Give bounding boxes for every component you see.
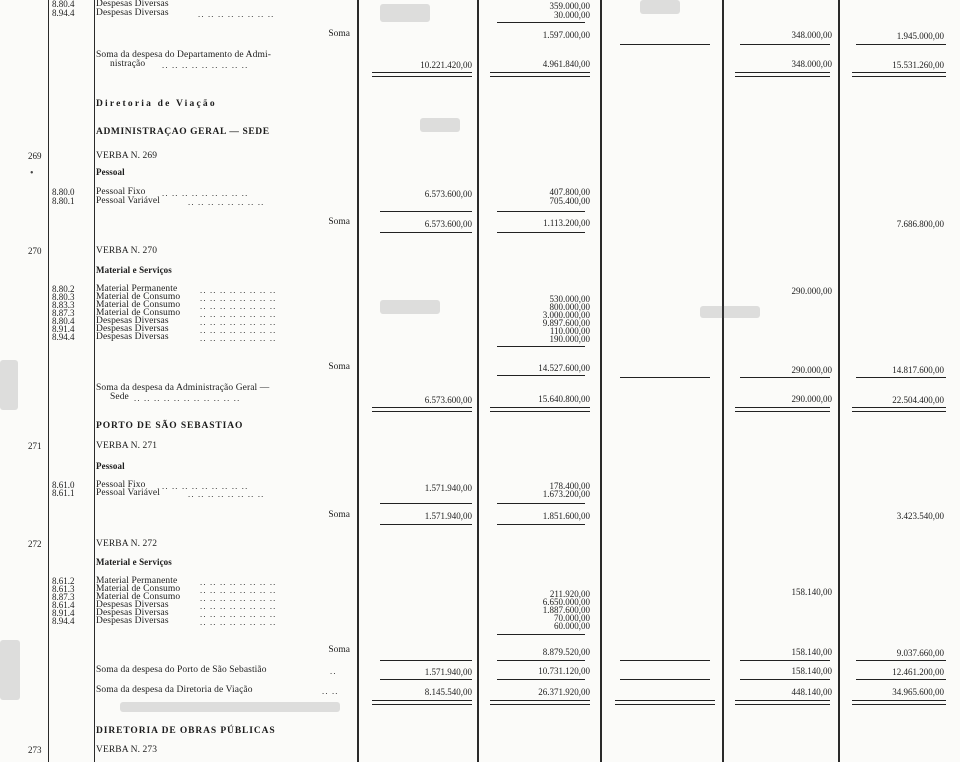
soma-label: Soma <box>328 645 350 655</box>
value-c2: 211.920,00 <box>549 589 590 599</box>
group-title: Material e Serviços <box>96 557 172 567</box>
double-rule <box>615 700 715 705</box>
item-code: 8.61.1 <box>52 488 75 498</box>
scan-smudge <box>120 702 340 712</box>
item-code: 8.83.3 <box>52 300 75 310</box>
column-rule <box>600 0 602 762</box>
value-c4: 348.000,00 <box>791 30 832 40</box>
value-c4: 158.140,00 <box>791 666 832 676</box>
double-rule <box>735 700 830 705</box>
subtotal-label: Soma da despesa do Porto de São Sebastião <box>96 665 267 675</box>
section-subtitle: ADMINISTRAÇAO GERAL — SEDE <box>96 127 270 137</box>
value-c4: 158.140,00 <box>791 647 832 657</box>
leader-dots: .. .. .. .. .. .. .. .. <box>200 593 277 603</box>
value-c5: 3.423.540,00 <box>896 511 944 521</box>
rule <box>620 377 710 378</box>
rule <box>497 232 585 233</box>
verba-number: 272 <box>28 539 42 549</box>
item-label: Pessoal Variável <box>96 196 160 206</box>
double-rule <box>372 72 472 77</box>
rule <box>856 660 946 661</box>
value-c1: 8.145.540,00 <box>424 687 472 697</box>
soma-label: Soma <box>328 362 350 372</box>
rule <box>620 660 710 661</box>
scan-mark: • <box>30 168 34 179</box>
item-code: 8.91.4 <box>52 324 75 334</box>
subtotal-label: nistração <box>110 59 146 69</box>
value-c4: 158.140,00 <box>791 587 832 597</box>
rule <box>740 44 830 45</box>
value-c5: 1.945.000,00 <box>896 31 944 41</box>
verba-title: VERBA N. 273 <box>96 745 158 755</box>
value-c2: 14.527.600,00 <box>538 363 590 373</box>
item-label: Despesas Diversas <box>96 600 169 610</box>
double-rule <box>735 407 830 412</box>
rule <box>497 22 585 23</box>
rule <box>740 660 830 661</box>
value-c2: 6.650.000,00 <box>542 597 590 607</box>
verba-number: 269 <box>28 151 42 161</box>
column-rule <box>838 0 840 762</box>
value-c2: 1.887.600,00 <box>542 605 590 615</box>
item-label: Material de Consumo <box>96 592 181 602</box>
column-rule <box>94 0 95 762</box>
item-code: 8.80.4 <box>52 0 75 9</box>
value-c2: 705.400,00 <box>549 196 590 206</box>
leader-dots: .. .. .. .. .. .. .. .. .. <box>162 481 249 491</box>
item-label: Material Permanente <box>96 576 178 586</box>
double-rule <box>490 407 590 412</box>
value-c2: 359.000,00 <box>549 1 590 11</box>
item-code: 8.94.4 <box>52 616 75 626</box>
value-c2: 530.000,00 <box>549 294 590 304</box>
double-rule <box>735 72 830 77</box>
rule <box>740 377 830 378</box>
column-rule <box>48 0 49 762</box>
item-code: 8.80.1 <box>52 196 75 206</box>
double-rule <box>372 407 472 412</box>
item-label: Despesas Diversas <box>96 8 169 18</box>
item-label: Pessoal Variável <box>96 488 160 498</box>
item-code: 8.61.2 <box>52 576 75 586</box>
double-rule <box>490 72 590 77</box>
leader-dots: .. .. .. .. .. .. .. .. <box>200 609 277 619</box>
verba-number: 270 <box>28 246 42 256</box>
rule <box>620 44 710 45</box>
soma-label: Soma <box>328 29 350 39</box>
item-code: 8.80.0 <box>52 187 75 197</box>
verba-number: 271 <box>28 441 42 451</box>
rule <box>740 679 830 680</box>
value-c1: 1.571.940,00 <box>424 511 472 521</box>
item-label: Material de Consumo <box>96 308 181 318</box>
value-c2: 178.400,00 <box>549 481 590 491</box>
item-label: Material de Consumo <box>96 292 181 302</box>
item-label: Despesas Diversas <box>96 616 169 626</box>
rule <box>497 346 585 347</box>
item-code: 8.80.4 <box>52 316 75 326</box>
verba-title: VERBA N. 269 <box>96 151 158 161</box>
value-c1: 10.221.420,00 <box>420 60 472 70</box>
group-title: Pessoal <box>96 461 125 471</box>
item-code: 8.94.4 <box>52 332 75 342</box>
verba-number: 273 <box>28 745 42 755</box>
value-c2: 190.000,00 <box>549 334 590 344</box>
item-label: Material de Consumo <box>96 300 181 310</box>
item-label: Despesas Diversas <box>96 316 169 326</box>
leader-dots: .. .. .. .. .. .. .. .. <box>200 617 277 627</box>
item-code: 8.80.3 <box>52 292 75 302</box>
double-rule <box>852 407 946 412</box>
value-c4: 290.000,00 <box>791 286 832 296</box>
value-c2: 1.113.200,00 <box>543 218 590 228</box>
subtotal-label: Sede <box>110 392 129 402</box>
value-c2: 1.851.600,00 <box>542 511 590 521</box>
value-c2: 70.000,00 <box>554 613 590 623</box>
leader-dots: .. .. .. .. .. .. .. .. <box>200 301 277 311</box>
section-title: Diretoria de Viação <box>96 99 217 109</box>
value-c2: 26.371.920,00 <box>538 687 590 697</box>
item-code: 8.61.0 <box>52 480 75 490</box>
rule <box>620 679 710 680</box>
item-label: Material Permanente <box>96 284 178 294</box>
value-c4: 290.000,00 <box>791 365 832 375</box>
value-c4: 448.140,00 <box>791 687 832 697</box>
soma-label: Soma <box>328 510 350 520</box>
leader-dots: .. .. <box>322 686 339 696</box>
rule <box>497 524 585 525</box>
item-label: Despesas Diversas <box>96 608 169 618</box>
column-rule <box>722 0 724 762</box>
leader-dots: .. .. .. .. .. .. .. .. <box>200 585 277 595</box>
section-subtitle: PORTO DE SÃO SEBASTIAO <box>96 421 244 431</box>
scan-smudge <box>0 360 18 410</box>
item-code: 8.80.2 <box>52 284 75 294</box>
leader-dots: .. .. .. .. .. .. .. .. <box>200 285 277 295</box>
value-c5: 12.461.200,00 <box>892 667 944 677</box>
rule <box>497 211 585 212</box>
value-c5: 34.965.600,00 <box>892 687 944 697</box>
leader-dots: .. .. .. .. .. .. .. .. <box>200 317 277 327</box>
value-c5: 22.504.400,00 <box>892 395 944 405</box>
item-label: Pessoal Fixo <box>96 187 146 197</box>
item-code: 8.61.3 <box>52 584 75 594</box>
value-c2: 407.800,00 <box>549 187 590 197</box>
value-c2: 110.000,00 <box>549 326 590 336</box>
value-c2: 8.879.520,00 <box>542 647 590 657</box>
rule <box>380 232 472 233</box>
value-c2: 3.000.000,00 <box>542 310 590 320</box>
scan-smudge <box>700 306 760 318</box>
subtotal-label: Soma da despesa da Diretoria de Viação <box>96 685 253 695</box>
verba-title: VERBA N. 272 <box>96 539 158 549</box>
group-title: Pessoal <box>96 167 125 177</box>
scan-smudge <box>420 118 460 132</box>
value-c2: 1.597.000,00 <box>542 30 590 40</box>
leader-dots: .. .. .. .. .. .. .. .. .. <box>162 188 249 198</box>
scan-smudge <box>380 300 440 314</box>
subtotal-label: Soma da despesa da Administração Geral — <box>96 383 270 393</box>
leader-dots: .. .. .. .. .. .. .. .. <box>200 325 277 335</box>
item-label: Despesas Diversas <box>96 0 169 9</box>
value-c2: 15.640.800,00 <box>538 394 590 404</box>
soma-label: Soma <box>328 217 350 227</box>
rule <box>497 634 585 635</box>
rule <box>380 679 472 680</box>
item-code: 8.87.3 <box>52 308 75 318</box>
rule <box>380 660 472 661</box>
value-c1: 6.573.600,00 <box>424 219 472 229</box>
double-rule <box>852 72 946 77</box>
item-code: 8.61.4 <box>52 600 75 610</box>
leader-dots: .. .. .. .. .. .. .. .. .. <box>162 60 249 70</box>
scan-smudge <box>640 0 680 14</box>
value-c5: 9.037.660,00 <box>896 648 944 658</box>
value-c5: 15.531.260,00 <box>892 60 944 70</box>
verba-title: VERBA N. 270 <box>96 246 158 256</box>
item-label: Despesas Diversas <box>96 332 169 342</box>
value-c5: 14.817.600,00 <box>892 365 944 375</box>
rule <box>497 660 585 661</box>
rule <box>380 211 472 212</box>
verba-title: VERBA N. 271 <box>96 441 158 451</box>
value-c4: 348.000,00 <box>791 59 832 69</box>
leader-dots: .. .. .. .. .. .. .. .. <box>188 489 265 499</box>
leader-dots: .. .. .. .. .. .. .. .. <box>200 577 277 587</box>
value-c2: 9.897.600,00 <box>542 318 590 328</box>
item-code: 8.87.3 <box>52 592 75 602</box>
leader-dots: .. .. .. .. .. .. .. .. <box>200 601 277 611</box>
item-label: Material de Consumo <box>96 584 181 594</box>
value-c1: 1.571.940,00 <box>424 483 472 493</box>
item-label: Despesas Diversas <box>96 324 169 334</box>
rule <box>856 679 946 680</box>
rule <box>497 679 585 680</box>
rule <box>380 524 472 525</box>
item-code: 8.94.4 <box>52 8 75 18</box>
value-c2: 800.000,00 <box>549 302 590 312</box>
scan-smudge <box>0 640 20 700</box>
value-c2: 10.731.120,00 <box>538 666 590 676</box>
scan-smudge <box>380 4 430 22</box>
rule <box>856 377 946 378</box>
group-title: Material e Serviços <box>96 265 172 275</box>
leader-dots: .. .. .. .. .. .. .. .. <box>200 293 277 303</box>
subtotal-label: Soma da despesa do Departamento de Admi- <box>96 50 271 60</box>
leader-dots: .. .. .. .. .. .. .. .. <box>200 333 277 343</box>
value-c1: 1.571.940,00 <box>424 667 472 677</box>
leader-dots: .. <box>330 666 337 676</box>
value-c2: 60.000,00 <box>554 621 590 631</box>
value-c1: 6.573.600,00 <box>424 395 472 405</box>
double-rule <box>490 700 590 705</box>
rule <box>497 375 585 376</box>
value-c2: 30.000,00 <box>554 10 590 20</box>
leader-dots: .. .. .. .. .. .. .. .. .. .. .. <box>134 393 241 403</box>
value-c1: 6.573.600,00 <box>424 189 472 199</box>
rule <box>856 44 946 45</box>
value-c4: 290.000,00 <box>791 394 832 404</box>
double-rule <box>852 700 946 705</box>
rule <box>497 503 585 504</box>
leader-dots: .. .. .. .. .. .. .. .. <box>188 197 265 207</box>
value-c5: 7.686.800,00 <box>896 219 944 229</box>
column-rule <box>357 0 359 762</box>
rule <box>380 503 472 504</box>
item-code: 8.91.4 <box>52 608 75 618</box>
leader-dots: .. .. .. .. .. .. .. .. <box>198 9 275 19</box>
double-rule <box>372 700 472 705</box>
value-c2: 1.673.200,00 <box>542 489 590 499</box>
value-c2: 4.961.840,00 <box>542 59 590 69</box>
item-label: Pessoal Fixo <box>96 480 146 490</box>
leader-dots: .. .. .. .. .. .. .. .. <box>200 309 277 319</box>
section-subtitle: DIRETORIA DE OBRAS PÚBLICAS <box>96 726 276 736</box>
